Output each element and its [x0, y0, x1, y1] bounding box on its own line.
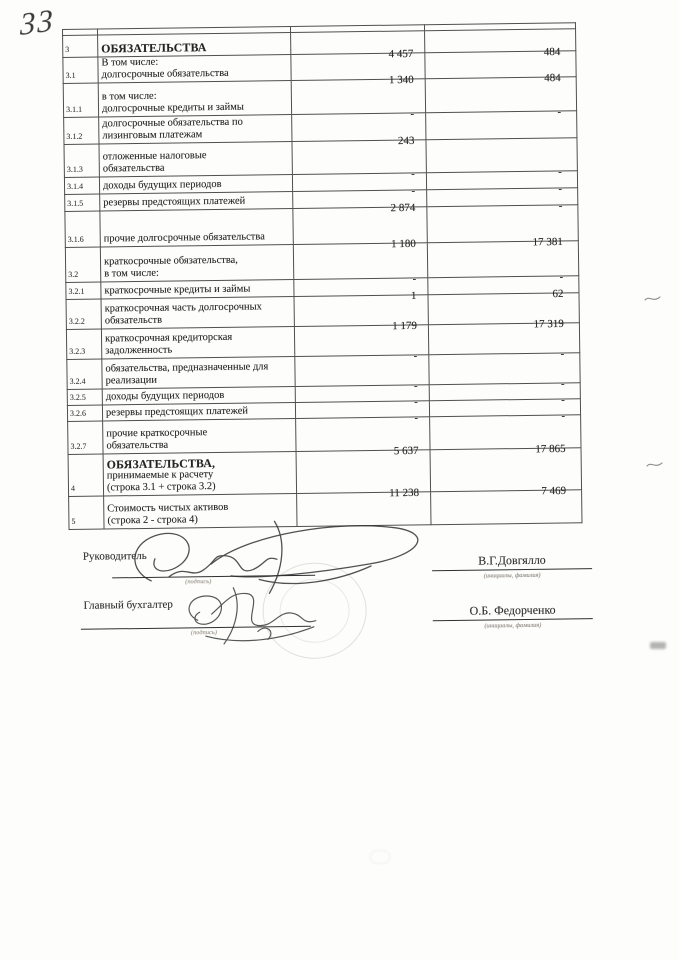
row-label — [101, 326, 294, 359]
row-label-line: краткосрочные обязательства, — [103, 254, 238, 268]
value-col-1-text: - — [413, 379, 418, 392]
faint-scan-mark — [370, 850, 390, 864]
row-code: 3.1.6 — [65, 211, 100, 247]
value-col-2-text: - — [560, 347, 565, 361]
row-code: 4 — [68, 454, 104, 496]
row-label-line: краткосрочная кредиторская — [104, 331, 233, 345]
row-label — [103, 451, 297, 496]
accountant-signature-scribble — [169, 580, 340, 648]
value-col-1-text: 2 874 — [390, 201, 416, 215]
value-col-1 — [294, 272, 428, 297]
row-label-line: (строка 2 - строка 4) — [107, 513, 198, 526]
row-label — [102, 356, 295, 389]
net-assets-table — [62, 22, 583, 530]
value-col-2-text: 484 — [543, 45, 561, 59]
value-col-1 — [293, 237, 427, 280]
row-label-line: ОБЯЗАТЕЛЬСТВА — [101, 39, 207, 55]
row-label-line: доходы будущих периодов — [105, 389, 225, 402]
value-col-2-text: 17 865 — [535, 442, 566, 456]
row-label-line: прочие долгосрочные обязательства — [103, 230, 265, 244]
row-label-line: обязательства, предназначенные для — [105, 361, 269, 375]
row-label-line: принимаемые к расчету — [106, 469, 214, 482]
value-col-1-text: 11 238 — [389, 486, 420, 500]
value-col-1-text: - — [412, 272, 417, 285]
row-code: 3.2.6 — [67, 405, 102, 421]
row-code: 3.2.7 — [68, 421, 103, 454]
row-code: 3.1 — [63, 57, 98, 83]
row-label — [99, 141, 292, 177]
value-col-2 — [431, 484, 582, 525]
value-col-2-text: - — [558, 165, 562, 179]
value-col-1-text: - — [411, 184, 416, 197]
margin-tick-mark — [646, 460, 664, 470]
row-label-line: В том числе: — [101, 56, 159, 69]
row-code: 3.1.3 — [64, 144, 99, 177]
row-code: 3.1.4 — [64, 177, 99, 194]
row-label — [101, 296, 294, 329]
value-col-1 — [292, 167, 426, 192]
row-label-line: краткосрочные кредиты и займы — [104, 283, 251, 296]
row-label — [100, 208, 293, 247]
row-code: 3 — [63, 35, 98, 57]
row-label-line: в том числе: — [101, 90, 157, 103]
row-label-line: резервы предстоящих платежей — [105, 405, 249, 418]
row-label — [98, 33, 291, 58]
value-col-2 — [428, 317, 579, 355]
value-col-2 — [425, 71, 576, 113]
row-code: 3.2 — [65, 247, 100, 282]
value-col-1-text: 1 180 — [391, 237, 416, 251]
director-sign-hint: (подпись) — [185, 579, 212, 586]
value-col-1-text: 1 — [410, 289, 417, 302]
row-code: 3.1.1 — [63, 83, 98, 117]
value-col-2-text: 7 469 — [541, 484, 567, 498]
row-label-line: ОБЯЗАТЕЛЬСТВА, — [106, 455, 216, 471]
value-col-2 — [429, 393, 580, 417]
row-label — [103, 418, 296, 454]
row-label-line: долгосрочные обязательства — [101, 67, 229, 80]
row-label-line: задолженность — [105, 344, 173, 356]
value-col-2-text: 484 — [544, 71, 561, 85]
accountant-name: О.Б. Федорченко — [469, 602, 556, 618]
value-col-2-text: 62 — [552, 287, 564, 301]
value-col-2 — [426, 105, 577, 140]
row-label — [98, 81, 291, 118]
value-col-1-text: 1 179 — [392, 319, 417, 333]
row-code: 3.2.4 — [67, 359, 102, 389]
value-col-2-text: - — [561, 409, 566, 423]
row-label-line: Стоимость чистых активов — [107, 501, 229, 515]
value-col-2 — [426, 138, 577, 173]
value-col-1 — [295, 379, 429, 403]
accountant-role-label: Главный бухгалтер — [83, 598, 173, 612]
value-col-2-text: - — [557, 105, 562, 119]
table-row — [68, 448, 582, 497]
value-col-2-text: - — [559, 270, 564, 284]
row-label-line: обязательства — [106, 439, 169, 451]
row-label-line: в том числе: — [104, 267, 159, 279]
value-col-2 — [427, 235, 578, 278]
row-code: 5 — [69, 496, 104, 529]
value-col-1-text: - — [413, 349, 418, 362]
value-col-1-text: 243 — [397, 134, 415, 148]
value-col-1-text: 4 457 — [388, 47, 414, 61]
accountant-name-hint: (инициалы, фамилия) — [484, 621, 542, 630]
value-col-1 — [291, 73, 425, 115]
row-label-line: краткосрочная часть долгосрочных — [104, 301, 262, 315]
accountant-name-block — [433, 602, 593, 630]
row-label-line: доходы будущих периодов — [102, 178, 222, 191]
director-name: В.Г.Довгялло — [478, 552, 546, 568]
director-role-label: Руководитель — [82, 549, 147, 563]
row-label-line: реализации — [105, 374, 157, 386]
row-label-line: резервы предстоящих платежей — [103, 195, 246, 208]
value-col-2-text: - — [560, 377, 565, 391]
value-col-1-text: - — [411, 167, 415, 180]
row-code: 3.2.5 — [67, 389, 102, 405]
value-col-1 — [295, 349, 429, 387]
row-label-line: отложенные налоговые — [102, 150, 207, 163]
value-col-1-text: 5 637 — [393, 444, 419, 458]
value-col-1-text: - — [414, 411, 419, 424]
value-col-2 — [426, 165, 577, 190]
row-code: 3.2.1 — [66, 282, 101, 299]
director-name-block — [432, 552, 592, 580]
value-col-1 — [295, 395, 429, 419]
row-label — [98, 55, 291, 84]
row-label-line: обязательств — [104, 314, 163, 326]
row-label — [100, 244, 293, 282]
row-label-line: долгосрочные обязательства по — [102, 116, 243, 130]
margin-tick-mark — [644, 294, 662, 304]
director-name-hint: (инициалы, фамилия) — [483, 571, 541, 580]
row-label-line: обязательства — [102, 162, 165, 174]
accountant-sign-hint: (подпись) — [190, 630, 218, 637]
value-col-1 — [292, 134, 426, 175]
value-col-1-text: - — [414, 395, 418, 408]
value-col-2 — [429, 347, 580, 385]
value-col-2-text: - — [558, 182, 563, 196]
row-label-line: прочие краткосрочные — [106, 427, 208, 440]
value-col-1 — [294, 319, 428, 357]
value-col-2-text: - — [561, 393, 565, 407]
value-col-2 — [427, 182, 578, 207]
value-col-2-text: 17 381 — [532, 235, 563, 249]
value-col-1-text: 1 340 — [388, 73, 414, 87]
row-label-line: (строка 3.1 + строка 3.2) — [106, 480, 216, 493]
handwritten-page-number: 33 — [19, 1, 55, 42]
scan-smudge — [650, 642, 666, 649]
row-label-line: лизинговым платежам — [102, 128, 203, 141]
row-label-line: долгосрочные кредиты и займы — [101, 101, 244, 114]
value-col-2 — [429, 377, 580, 401]
row-code: 3.2.2 — [66, 299, 101, 329]
row-code: 3.1.2 — [64, 117, 99, 144]
row-code: 3.1.5 — [65, 194, 100, 211]
row-code: 3.2.3 — [66, 329, 101, 359]
value-col-2-text: - — [558, 199, 563, 213]
row-label — [99, 115, 292, 145]
value-col-2-text: 17 319 — [533, 317, 564, 331]
value-col-1-text: - — [410, 107, 415, 120]
